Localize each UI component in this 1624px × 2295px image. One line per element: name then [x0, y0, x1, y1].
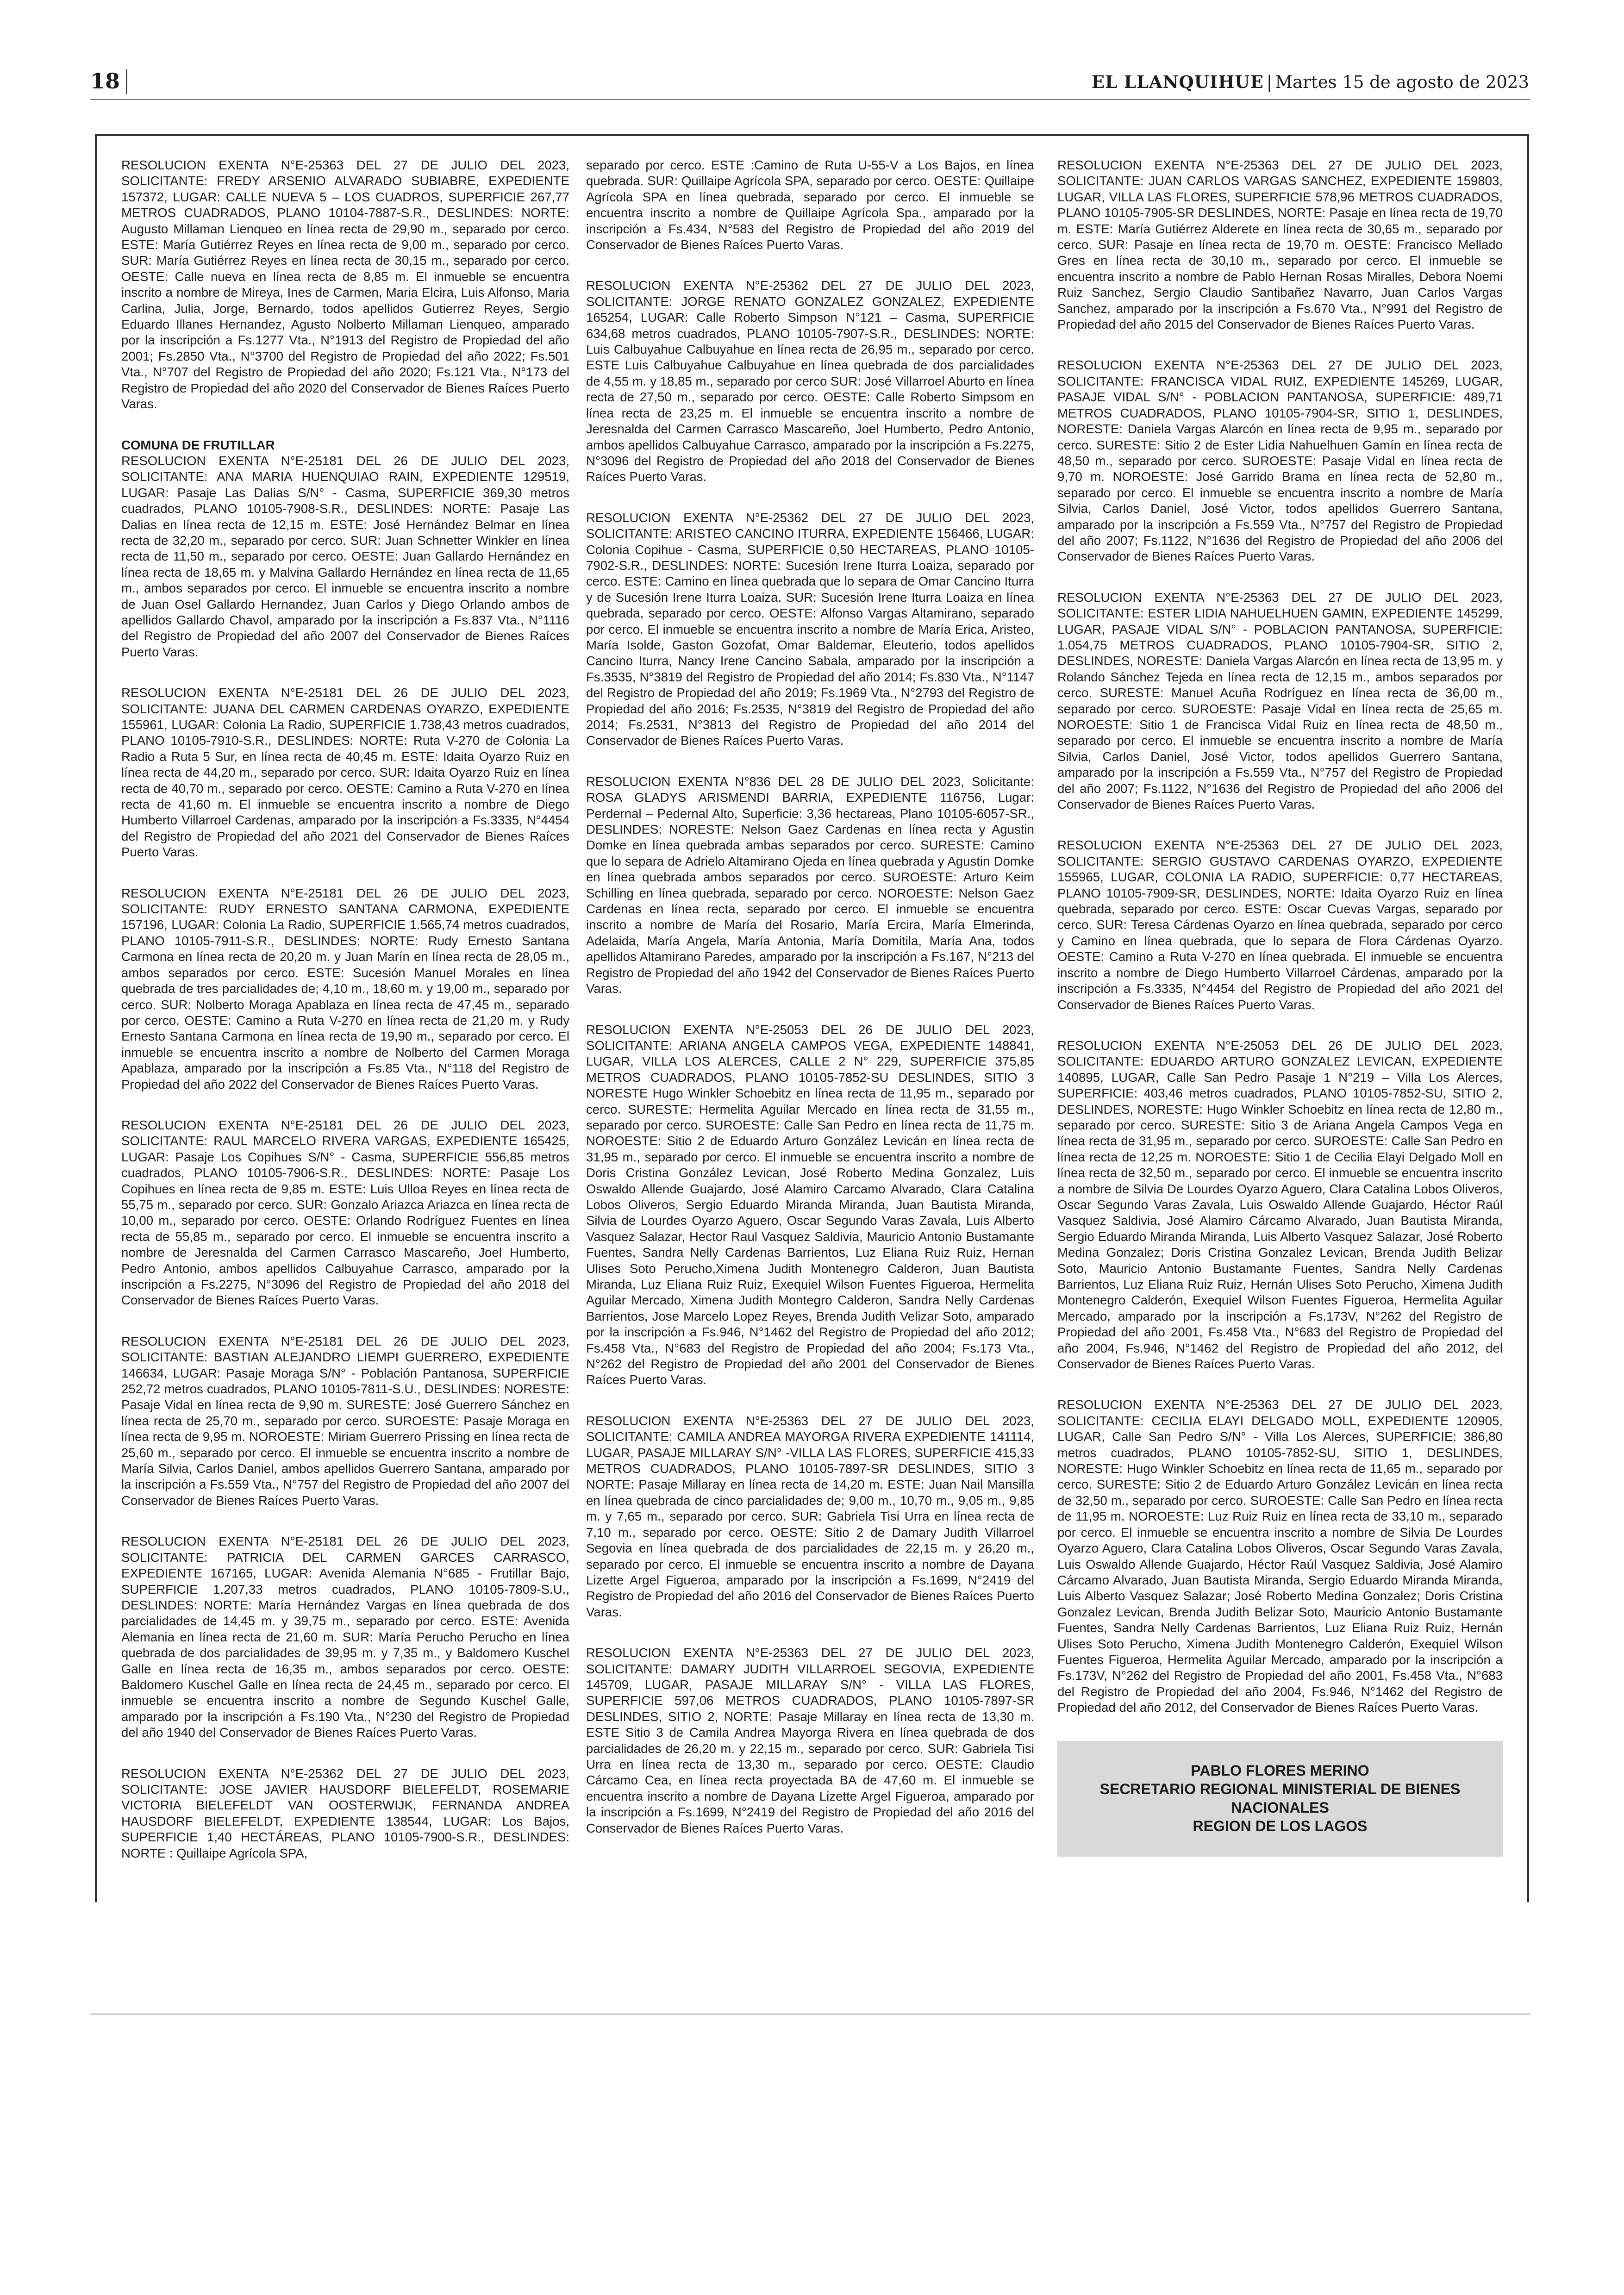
notice-text: separado por cerco. ESTE :Camino de Ruta U-55-V a Los Bajos, en línea quebrada. SUR: Quillaipe Agrícola SPA, separado por cerco. OESTE: Quillaipe Agrícola SPA en línea quebrada, separado por cerco. El inmueble se encuentra inscrito a nombre de Quillaipe Agrícola Spa., amparado por la inscripción a Fs.434, N°583 del Registro de Propiedad del año 2019 del Conservador de Bienes Raíces Puerto Varas.	[586, 158, 1034, 252]
column-3	[1057, 157, 1503, 1889]
legal-notice	[586, 774, 1034, 997]
legal-notice	[1057, 837, 1503, 1012]
column-3-notices	[1057, 157, 1503, 1716]
legal-notice	[586, 1645, 1034, 1836]
legal-notice	[1057, 590, 1503, 813]
legal-notice	[121, 1766, 569, 1861]
legal-notice	[586, 278, 1034, 485]
masthead	[1092, 72, 1529, 92]
notice-text: RESOLUCION EXENTA N°E-25181 DEL 26 DE JULIO DEL 2023, SOLICITANTE: ANA MARIA HUENQUIAO RAIN, EXPEDIENTE 129519, LUGAR: Pasaje Las Dalias S/N° - Casma, SUPERFICIE 369,30 metros cuadrados, PLANO 10105-7908-S.R., DESLINDES: NORTE: Pasaje Las Dalias en línea recta de 12,15 m. ESTE: José Hernández Belmar en línea recta de 32,20 m., separado por cerco. SUR: Juan Schnetter Winkler en línea recta de 11,50 m., separado por cerco. OESTE: Juan Gallardo Hernández en línea recta de 18,65 m. y Malvina Gallardo Hernández en línea recta de 11,65 m., ambos separados por cerco. El inmueble se encuentra inscrito a nombre de Juan Osel Gallardo Hernandez, Juan Carlos y Diego Orlando ambos de apellidos Gallardo Chavol, amparado por la inscripción a Fs.837 Vta., N°1116 del Registro de Propiedad del año 2007 del Conservador de Bienes Raíces Puerto Varas.	[121, 453, 569, 659]
notice-text: RESOLUCION EXENTA N°E-25363 DEL 27 DE JULIO DEL 2023, SOLICITANTE: JUAN CARLOS VARGAS SANCHEZ, EXPEDIENTE 159803, LUGAR, VILLA LAS FLORES, SUPERFICIE 578,96 METROS CUADRADOS, PLANO 10105-7905-SR DESLINDES, NORTE: Pasaje en línea recta de 19,70 m. ESTE: María Gutiérrez Alderete en línea recta de 30,65 m., separado por cerco. SUR: Pasaje en línea recta de 19,70 m. OESTE: Francisco Mellado Gres en línea recta de 30,10 m., separado por cerco. El inmueble se encuentra inscrito a nombre de Pablo Hernan Rosas Miralles, Debora Noemi Ruiz Sanchez, Sergio Claudio Santibañez Navarro, Juan Carlos Vargas Sanchez, amparado por la inscripción a Fs.670 Vta., N°991 del Registro de Propiedad del año 2015 del Conservador de Bienes Raíces Puerto Varas.	[1057, 158, 1503, 332]
notice-text: RESOLUCION EXENTA N°E-25363 DEL 27 DE JULIO DEL 2023, SOLICITANTE: CECILIA ELAYI DELGADO MOLL, EXPEDIENTE 120905, LUGAR, Calle San Pedro S/N° - Villa Los Alerces, SUPERFICIE: 386,80 metros cuadrados, PLANO 10105-7852-SU, SITIO 1, DESLINDES, NORESTE: Hugo Winkler Schoebitz en línea recta de 11,65 m., separado por cerco. SURESTE: Sitio 2 de Eduardo Arturo González Levicán en línea recta de 32,50 m., separado por cerco. SUROESTE: Calle San Pedro en línea recta de 11,95 m. NOROESTE: Luz Ruiz Ruiz en línea recta de 33,10 m., separado por cerco. El inmueble se encuentra inscrito a nombre de Silvia De Lourdes Oyarzo Aguero, Clara Catalina Lobos Oliveros, Oscar Segundo Varas Zavala, Luis Oswaldo Allende Guajardo, Héctor Raúl Vasquez Saldivia, José Alamiro Cárcamo Alvarado, Juan Bautista Miranda, Sergio Eduardo Miranda Miranda, Luis Alberto Vasquez Salazar; José Roberto Medina Gonzalez; Doris Cristina Gonzalez Levican, Brenda Judith Belizar Soto, Mauricio Antonio Bustamante Fuentes, Sandra Nelly Cardenas Barrientos, Luz Eliana Ruiz Ruiz, Hernán Ulises Soto Perucho, Ximena Judith Montenegro Calderón, Exequiel Wilson Fuentes Figueroa, Hermelita Aguilar Mercado, amparado por la inscripción a Fs.173V, N°262 del Registro de Propiedad del año 2001, Fs.458 Vta., N°683 del Registro de Propiedad del año 2004, Fs.946, N°1462 del Registro de Propiedad del año 2012, del Conservador de Bienes Raíces Puerto Varas.	[1057, 1397, 1503, 1715]
legal-notice	[1057, 357, 1503, 564]
notice-text: RESOLUCION EXENTA N°E-25181 DEL 26 DE JULIO DEL 2023, SOLICITANTE: RUDY ERNESTO SANTANA CARMONA, EXPEDIENTE 157196, LUGAR: Colonia La Radio, SUPERFICIE 1.565,74 metros cuadrados, PLANO 10105-7911-S.R., DESLINDES: NORTE: Rudy Ernesto Santana Carmona en línea recta de 20,20 m. y Juan Marín en línea recta de 28,05 m., ambos separados por cerco. ESTE: Sucesión Manuel Morales en línea quebrada de tres parcialidades de; 4,10 m., 18,60 m. y 19,00 m., separado por cerco. SUR: Nolberto Moraga Apablaza en línea recta de 47,45 m., separado por cerco. OESTE: Camino a Ruta V-270 en línea recta de 21,20 m. y Rudy Ernesto Santana Carmona en línea recta de 19,90 m., separado por cerco. El inmueble se encuentra inscrito a nombre de Nolberto del Carmen Moraga Apablaza, amparado por la inscripción a Fs.85 Vta., N°118 del Registro de Propiedad del año 2022 del Conservador de Bienes Raíces Puerto Varas.	[121, 886, 569, 1091]
column-2	[586, 157, 1034, 1889]
legal-notice	[1057, 157, 1503, 332]
notice-text: RESOLUCION EXENTA N°E-25362 DEL 27 DE JULIO DEL 2023, SOLICITANTE: ARISTEO CANCINO ITURRA, EXPEDIENTE 156466, LUGAR: Colonia Copihue - Casma, SUPERFICIE 0,50 HECTAREAS, PLANO 10105-7902-S.R., DESLINDES: NORTE: Sucesión Irene Iturra Loaiza, separado por cerco. ESTE: Camino en línea quebrada que lo separa de Omar Cancino Iturra y de Sucesión Irene Iturra Loaiza. SUR: Sucesión Irene Iturra Loaiza en línea quebrada, separado por cerco. OESTE: Alfonso Vargas Altamirano, separado por cerco. El inmueble se encuentra inscrito a nombre de María Erica, Aristeo, María Isolde, Gaston Gozofat, Omar Baldemar, Eleuterio, todos apellidos Cancino Iturra, Nancy Irene Cancino Sabala, amparado por la inscripción a Fs.3535, N°3819 del Registro de Propiedad del año 2014; Fs.830 Vta., N°1147 del Registro de Propiedad del año 2019; Fs.1969 Vta., N°2793 del Registro de Propiedad del año 2016; Fs.2535, N°3819 del Registro de Propiedad del año 2014; Fs.2531, N°3813 del Registro de Propiedad del año 2014 del Conservador de Bienes Raíces Puerto Varas.	[586, 510, 1034, 748]
legal-notice	[1057, 1038, 1503, 1372]
notice-text: RESOLUCION EXENTA N°E-25363 DEL 27 DE JULIO DEL 2023, SOLICITANTE: ESTER LIDIA NAHUELHUEN GAMIN, EXPEDIENTE 145299, LUGAR, PASAJE VIDAL S/N° - POBLACION PANTANOSA, SUPERFICIE: 1.054,75 METROS CUADRADOS, PLANO 10105-7904-SR, SITIO 2, DESLINDES, NORESTE: Daniela Vargas Alarcón en línea recta de 13,95 m. y Rolando Sánchez Tejeda en línea recta de 12,15 m., ambos separados por cerco. SURESTE: Manuel Acuña Rodríguez en línea recta de 36,00 m., separado por cerco. SUROESTE: Pasaje Vidal en línea recta de 25,65 m. NOROESTE: Sitio 1 de Francisca Vidal Ruiz en línea recta de 48,50 m., separado por cerco. El inmueble se encuentra inscrito a nombre de María Silvia, Carlos Daniel, José Victor, todos apellidos Guerrero Santana, amparado por la inscripción a Fs.559 Vta., N°757 del Registro de Propiedad del año 2007; Fs.1122, N°1636 del Registro de Propiedad del año 2006 del Conservador de Bienes Raíces Puerto Varas.	[1057, 590, 1503, 812]
notice-text: RESOLUCION EXENTA N°E-25362 DEL 27 DE JULIO DEL 2023, SOLICITANTE: JORGE RENATO GONZALEZ GONZALEZ, EXPEDIENTE 165254, LUGAR: Calle Roberto Simpson N°121 – Casma, SUPERFICIE 634,68 metros cuadrados, PLANO 10105-7907-S.R., DESLINDES: NORTE: Luis Calbuyahue Calbuyahue en línea recta de 26,95 m., separado por cerco. ESTE Luis Calbuyahue Calbuyahue en línea quebrada de dos parcialidades de 4,55 m. y 18,85 m., separado por cerco SUR: José Villarroel Aburto en línea recta de 27,50 m., separado por cerco. OESTE: Calle Roberto Simpsom en línea recta de 23,25 m. El inmueble se encuentra inscrito a nombre de Jeresnalda del Carmen Carrasco Mascareño, Joel Humberto, Pedro Antonio, ambos apellidos Calbuyahue Carrasco, amparado por la inscripción a Fs.2275, N°3096 del Registro de Propiedad del año 2018 del Conservador de Bienes Raíces Puerto Varas.	[586, 278, 1034, 484]
notice-text: RESOLUCION EXENTA N°E-25181 DEL 26 DE JULIO DEL 2023, SOLICITANTE: RAUL MARCELO RIVERA VARGAS, EXPEDIENTE 165425, LUGAR: Pasaje Los Copihues S/N° - Casma, SUPERFICIE 556,85 metros cuadrados, PLANO 10105-7906-S.R., DESLINDES: NORTE: Pasaje Los Copihues en línea recta de 9,85 m. ESTE: Luis Ulloa Reyes en línea recta de 55,75 m., separado por cerco. SUR: Gonzalo Ariazca Ariazca en línea recta de 10,00 m., separado por cerco. OESTE: Orlando Rodríguez Fuentes en línea recta de 55,85 m., separado por cerco. El inmueble se encuentra inscrito a nombre de Jeresnalda del Carmen Carrasco Mascareño, Joel Humberto, Pedro Antonio, ambos apellidos Calbuyahue Carrasco, amparado por la inscripción a Fs.2275, N°3096 del Registro de Propiedad del año 2018 del Conservador de Bienes Raíces Puerto Varas.	[121, 1117, 569, 1308]
signatory-name: PABLO FLORES MERINO	[1191, 1762, 1369, 1779]
notice-text: RESOLUCION EXENTA N°E-25053 DEL 26 DE JULIO DEL 2023, SOLICITANTE: ARIANA ANGELA CAMPOS VEGA, EXPEDIENTE 148841, LUGAR, VILLA LOS ALERCES, CALLE 2 N° 229, SUPERFICIE 375,85 METROS CUADRADOS, PLANO 10105-7852-SU DESLINDES, SITIO 3 NORESTE Hugo Winkler Schoebitz en línea recta de 11,95 m., separado por cerco. SURESTE: Hermelita Aguilar Mercado en línea recta de 31,55 m., separado por cerco. SUROESTE: Calle San Pedro en línea recta de 11,75 m. NOROESTE: Sitio 2 de Eduardo Arturo González Levicán en línea recta de 31,95 m., separado por cerco. El inmueble se encuentra inscrito a nombre de Doris Cristina González Levican, José Roberto Medina Gonzalez, Luis Oswaldo Allende Guajardo, José Alamiro Carcamo Alvarado, Clara Catalina Lobos Oliveros, Sergio Eduardo Miranda Miranda, Juan Bautista Miranda, Silvia de Lourdes Oyarzo Aguero, Oscar Segundo Varas Zavala, Luis Alberto Vasquez Salazar, Hector Raul Vasquez Saldivia, Mauricio Antonio Bustamante Fuentes, Sandra Nelly Cardenas Barrientos, Luz Eliana Ruiz Ruiz, Hernan Ulises Soto Perucho,Ximena Judith Montenegro Calderon, Juan Bautista Miranda, Luz Eliana Ruiz Ruiz, Exequiel Wilson Fuentes Figueroa, Hermelita Aguilar Mercado, Ximena Judith Montegro Calderon, Sandra Nelly Cardenas Barrientos, Jose Marcelo Lopez Reyes, Brenda Judith Velizar Soto, amparado por la inscripción a Fs.946, N°1462 del Registro de Propiedad del año 2012; Fs.458 Vta., N°683 del Registro de Propiedad del año 2004; Fs.173 Vta., N°262 del Registro de Propiedad del año 2001 del Conservador de Bienes Raíces Puerto Varas.	[586, 1022, 1034, 1387]
issue-date: Martes 15 de agosto de 2023	[1275, 72, 1529, 92]
section-heading: COMUNA DE FRUTILLAR	[121, 437, 275, 452]
notice-text: RESOLUCION EXENTA N°E-25181 DEL 26 DE JULIO DEL 2023, SOLICITANTE: PATRICIA DEL CARMEN GARCES CARRASCO, EXPEDIENTE 167165, LUGAR: Avenida Alemania N°685 - Frutillar Bajo, SUPERFICIE 1.207,33 metros cuadrados, PLANO 10105-7809-S.U., DESLINDES: NORTE: María Hernández Vargas en línea quebrada de dos parcialidades de 14,45 m. y 39,75 m., separado por cerco. ESTE: Avenida Alemania en línea recta de 21,60 m. SUR: María Perucho Perucho en línea quebrada de dos parcialidades de 39,95 m. y 7,35 m., y Baldomero Kuschel Galle en línea recta de 16,35 m., ambos separados por cerco. OESTE: Baldomero Kuschel Galle en línea recta de 24,45 m., separado por cerco. El inmueble se encuentra inscrito a nombre de Segundo Kuschel Galle, amparado por la inscripción a Fs.190 Vta., N°230 del Registro de Propiedad del año 1940 del Conservador de Bienes Raíces Puerto Varas.	[121, 1534, 569, 1740]
masthead-divider: |	[1266, 72, 1273, 92]
notice-text: RESOLUCION EXENTA N°E-25363 DEL 27 DE JULIO DEL 2023, SOLICITANTE: CAMILA ANDREA MAYORGA RIVERA EXPEDIENTE 141114, LUGAR, PASAJE MILLARAY S/N° -VILLA LAS FLORES, SUPERFICIE 415,33 METROS CUADRADOS, PLANO 10105-7897-SR DESLINDES, SITIO 3 NORTE: Pasaje Millaray en línea recta de 14,20 m. ESTE: Juan Nail Mansilla en línea quebrada de cinco parcialidades de; 9,00 m., 10,70 m., 9,05 m., 9,85 m. y 7,65 m., separado por cerco. SUR: Gabriela Tisi Urra en línea recta de 7,10 m., separado por cerco. OESTE: Sitio 2 de Damary Judith Villarroel Segovia en línea quebrada de dos parcialidades de 22,15 m. y 26,20 m., separado por cerco. El inmueble se encuentra inscrito a nombre de Dayana Lizette Argel Figueroa, amparado por la inscripción a Fs.1699, N°2419 del Registro de Propiedad del año 2016 del Conservador de Bienes Raíces Puerto Varas.	[586, 1413, 1034, 1619]
column-1	[121, 157, 569, 1889]
legal-notice	[121, 437, 569, 661]
legal-notice	[586, 157, 1034, 253]
notice-text: RESOLUCION EXENTA N°E-25363 DEL 27 DE JULIO DEL 2023, SOLICITANTE: DAMARY JUDITH VILLARROEL SEGOVIA, EXPEDIENTE 145709, LUGAR, PASAJE MILLARAY S/N° - VILLA LAS FLORES, SUPERFICIE 597,06 METROS CUADRADOS, PLANO 10105-7897-SR DESLINDES, SITIO 2, NORTE: Pasaje Millaray en línea recta de 13,30 m. ESTE Sitio 3 de Camila Andrea Mayorga Rivera en línea quebrada de dos parcialidades de 26,20 m. y 22,15 m., separado por cerco. SUR: Gabriela Tisi Urra en línea recta de 13,30 m., separado por cerco. OESTE: Claudio Cárcamo Cea, en línea recta proyectada BA de 47,60 m. El inmueble se encuentra inscrito a nombre de Dayana Lizette Argel Figueroa, amparado por la inscripción a Fs.1699, N°2419 del Registro de Propiedad del año 2016 del Conservador de Bienes Raíces Puerto Varas.	[586, 1646, 1034, 1835]
legal-notice	[121, 886, 569, 1092]
legal-notice	[586, 1022, 1034, 1388]
page-number: 18	[90, 69, 120, 94]
signature-block	[1057, 1741, 1503, 1857]
notice-text: RESOLUCION EXENTA N°E-25181 DEL 26 DE JULIO DEL 2023, SOLICITANTE: JUANA DEL CARMEN CARDENAS OYARZO, EXPEDIENTE 155961, LUGAR: Colonia La Radio, SUPERFICIE 1.738,43 metros cuadrados, PLANO 10105-7910-S.R., DESLINDES: NORTE: Ruta V-270 de Colonia La Radio a Ruta 5 Sur, en línea recta de 40,45 m. ESTE: Idaita Oyarzo Ruiz en línea recta de 44,20 m., separado por cerco. SUR: Idaita Oyarzo Ruiz en línea recta de 40,70 m., separado por cerco. OESTE: Camino a Ruta V-270 en línea recta de 41,60 m. El inmueble se encuentra inscrito a nombre de Diego Humberto Villarroel Cardenas, amparado por la inscripción a Fs.3335, N°4454 del Registro de Propiedad del año 2021 del Conservador de Bienes Raíces Puerto Varas.	[121, 686, 569, 860]
header-rule	[90, 99, 1530, 100]
header-separator	[126, 69, 127, 94]
signatory-region: REGION DE LOS LAGOS	[1193, 1817, 1368, 1834]
legal-notice	[121, 1117, 569, 1309]
notice-text: RESOLUCION EXENTA N°E-25363 DEL 27 DE JULIO DEL 2023, SOLICITANTE: SERGIO GUSTAVO CARDENAS OYARZO, EXPEDIENTE 155965, LUGAR, COLONIA LA RADIO, SUPERFICIE: 0,77 HECTAREAS, PLANO 10105-7909-SR, DESLINDES, NORTE: Idaita Oyarzo Ruiz en línea quebrada, separado por cerco. ESTE: Oscar Cuevas Vargas, separado por cerco. SUR: Teresa Cárdenas Oyarzo en línea quebrada, separado por cerco y Camino en línea quebrada, que lo separa de Flora Cárdenas Oyarzo. OESTE: Camino a Ruta V-270 en línea quebrada. El inmueble se encuentra inscrito a nombre de Diego Humberto Villarroel Cárdenas, amparado por la inscripción a Fs.3335, N°4454 del Registro de Propiedad del año 2021 del Conservador de Bienes Raíces Puerto Varas.	[1057, 838, 1503, 1012]
newspaper-name: EL LLANQUIHUE	[1091, 72, 1264, 92]
notice-text: RESOLUCION EXENTA N°E-25053 DEL 26 DE JULIO DEL 2023, SOLICITANTE: EDUARDO ARTURO GONZALEZ LEVICAN, EXPEDIENTE 140895, LUGAR, Calle San Pedro Pasaje 1 N°219 – Villa Los Alerces, SUPERFICIE: 403,46 metros cuadrados, PLANO 10105-7852-SU, SITIO 2, DESLINDES, NORESTE: Hugo Winkler Schoebitz en línea recta de 12,80 m., separado por cerco. SURESTE: Sitio 3 de Ariana Angela Campos Vega en línea recta de 31,95 m., separado por cerco. SUROESTE: Calle San Pedro en línea recta de 12,25 m. NOROESTE: Sitio 1 de Cecilia Elayi Delgado Moll en línea recta de 32,50 m., separado por cerco. El inmueble se encuentra inscrito a nombre de Silvia De Lourdes Oyarzo Aguero, Clara Catalina Lobos Oliveros, Oscar Segundo Varas Zavala, Luis Oswaldo Allende Guajardo, Héctor Raúl Vasquez Saldivia, José Alamiro Cárcamo Alvarado, Juan Bautista Miranda, Sergio Eduardo Miranda Miranda, Luis Alberto Vasquez Salazar, José Roberto Medina Gonzalez; Doris Cristina Gonzalez Levican, Brenda Judith Belizar Soto, Mauricio Antonio Bustamante Fuentes, Sandra Nelly Cardenas Barrientos, Luz Eliana Ruiz Ruiz, Hernán Ulises Soto Perucho, Ximena Judith Montenegro Calderón, Exequiel Wilson Fuentes Figueroa, Hermelita Aguilar Mercado, amparado por la inscripción a Fs.173V, N°262 del Registro de Propiedad del año 2001, Fs.458 Vta., N°683 del Registro de Propiedad del año 2004, Fs.946, N°1462 del Registro de Propiedad del año 2012, del Conservador de Bienes Raíces Puerto Varas.	[1057, 1038, 1503, 1372]
legal-notice	[1057, 1397, 1503, 1715]
legal-notice	[586, 510, 1034, 749]
signatory-title: SECRETARIO REGIONAL MINISTERIAL DE BIENES NACIONALES	[1099, 1780, 1461, 1816]
legal-notice	[121, 157, 569, 412]
legal-notice	[121, 1334, 569, 1509]
notice-text: RESOLUCION EXENTA N°E-25181 DEL 26 DE JULIO DEL 2023, SOLICITANTE: BASTIAN ALEJANDRO LIEMPI GUERRERO, EXPEDIENTE 146634, LUGAR: Pasaje Moraga S/N° - Población Pantanosa, SUPERFICIE 252,72 metros cuadrados, PLANO 10105-7811-S.U., DESLINDES: NORESTE: Pasaje Vidal en línea recta de 9,90 m. SURESTE: José Guerrero Sánchez en línea recta de 25,70 m., separado por cerco. SUROESTE: Pasaje Moraga en línea recta de 9,95 m. NOROESTE: Miriam Guerrero Prissing en línea recta de 25,60 m., separado por cerco. El inmueble se encuentra inscrito a nombre de María Silvia, Carlos Daniel, ambos apellidos Guerrero Santana, amparado por la inscripción a Fs.559 Vta., N°757 del Registro de Propiedad del año 2007 del Conservador de Bienes Raíces Puerto Varas.	[121, 1334, 569, 1508]
legal-notice	[121, 685, 569, 860]
notice-text: RESOLUCION EXENTA N°836 DEL 28 DE JULIO DEL 2023, Solicitante: ROSA GLADYS ARISMENDI BARRIA, EXPEDIENTE 116756, Lugar: Perdernal – Pedernal Alto, Superficie: 3,36 hectareas, Plano 10105-6057-SR., DESLINDES: NORESTE: Nelson Gaez Cardenas en línea recta y Agustin Domke en línea quebrada ambas separados por cerco. SURESTE: Camino que lo separa de Adrielo Altamirano Ojeda en línea quebrada y Agustin Domke en línea quebrada ambos separados por cerco. SUROESTE: Arturo Keim Schilling en línea quebrada, separado por cerco. NOROESTE: Nelson Gaez Cardenas en línea recta, separado por cerco. El inmueble se encuentra inscrito a nombre de María del Rosario, María Ercira, María Elmerinda, Adelaida, María Angela, María Antonia, María Domitila, María Ana, todos apellidos Altamirano Paredes, amparado por la inscripción a Fs.167, N°213 del Registro de Propiedad del año 1942 del Conservador de Bienes Raíces Puerto Varas.	[586, 774, 1034, 996]
notice-text: RESOLUCION EXENTA N°E-25362 DEL 27 DE JULIO DEL 2023, SOLICITANTE: JOSE JAVIER HAUSDORF BIELEFELDT, ROSEMARIE VICTORIA BIELEFELDT VAN OOSTERWIJK, FERNANDA ANDREA HAUSDORF BIELEFELDT, EXPEDIENTE 138544, LUGAR: Los Bajos, SUPERFICIE 1,40 HECTÁREAS, PLANO 10105-7900-S.R., DESLINDES: NORTE : Quillaipe Agrícola SPA,	[121, 1766, 569, 1860]
legal-notice	[586, 1413, 1034, 1620]
notice-text: RESOLUCION EXENTA N°E-25363 DEL 27 DE JULIO DEL 2023, SOLICITANTE: FRANCISCA VIDAL RUIZ, EXPEDIENTE 145269, LUGAR, PASAJE VIDAL S/N° - POBLACION PANTANOSA, SUPERFICIE: 489,71 METROS CUADRADOS, PLANO 10105-7904-SR, SITIO 1, DESLINDES, NORESTE: Daniela Vargas Alarcón en línea recta de 9,95 m., separado por cerco. SURESTE: Sitio 2 de Ester Lidia Nahuelhuen Gamín en línea recta de 48,50 m., separado por cerco. SUROESTE: Pasaje Vidal en línea recta de 9,70 m. NOROESTE: José Garrido Brama en línea recta de 52,80 m., separado por cerco. El inmueble se encuentra inscrito a nombre de María Silvia, Carlos Daniel, José Victor, todos apellidos Guerrero Santana, amparado por la inscripción a Fs.559 Vta., N°757 del Registro de Propiedad del año 2007; Fs.1122, N°1636 del Registro de Propiedad del año 2006 del Conservador de Bienes Raíces Puerto Varas.	[1057, 358, 1503, 564]
legal-notice	[121, 1534, 569, 1740]
notice-text: RESOLUCION EXENTA N°E-25363 DEL 27 DE JULIO DEL 2023, SOLICITANTE: FREDY ARSENIO ALVARADO SUBIABRE, EXPEDIENTE 157372, LUGAR: CALLE NUEVA 5 – LOS CUADROS, SUPERFICIE 267,77 METROS CUADRADOS, PLANO 10104-7887-S.R., DESLINDES: NORTE: Augusto Millaman Lienqueo en línea recta de 29,90 m., separado por cerco. ESTE: María Gutiérrez Reyes en línea recta de 9,00 m., separado por cerco. SUR: María Gutiérrez Reyes en línea recta de 30,15 m., separado por cerco. OESTE: Calle nueva en línea recta de 8,85 m. El inmueble se encuentra inscrito a nombre de Mireya, Ines de Carmen, Maria Elcira, Luis Alfonso, Maria Carlina, Julia, Jorge, Bernardo, todos apellidos Gutierrez Reyes, Sergio Eduardo Illanes Hernandez, Agusto Nolberto Millaman Lienqueo, amparado por la inscripción a Fs.1277 Vta., N°1913 del Registro de Propiedad del año 2001; Fs.2850 Vta., N°3700 del Registro de Propiedad del año 2022; Fs.501 Vta., N°707 del Registro de Propiedad del año 2020; Fs.121 Vta., N°173 del Registro de Propiedad del año 2020 del Conservador de Bienes Raíces Puerto Varas.	[121, 158, 569, 412]
